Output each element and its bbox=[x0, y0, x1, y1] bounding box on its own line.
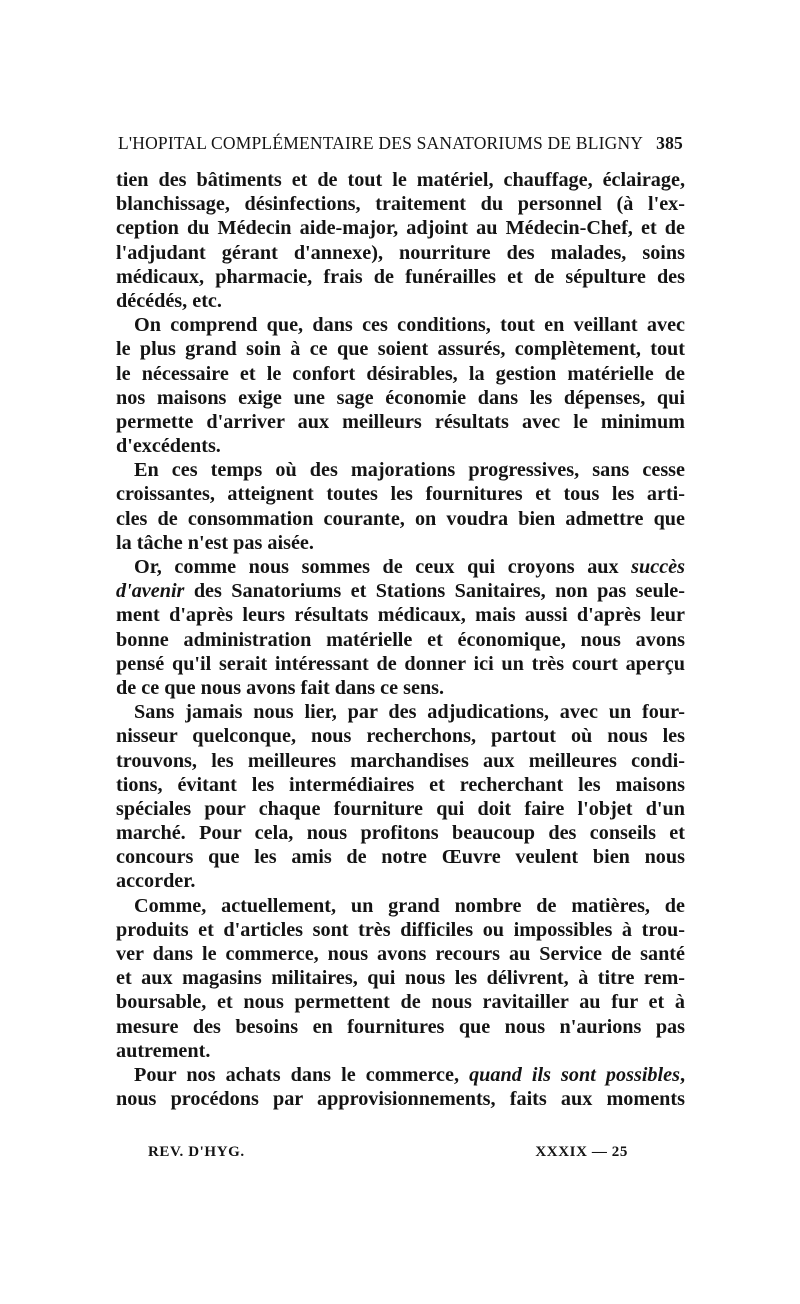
text-line bbox=[116, 386, 685, 410]
line-text: tien des bâtiments et de tout le matériel, chauffage, éclairage, bbox=[116, 169, 685, 191]
line-text: , bbox=[679, 1063, 686, 1086]
line-text: autrement. bbox=[116, 1039, 211, 1062]
running-title: L'HOPITAL COMPLÉMENTAIRE DES SANATORIUMS DE BLIGNY bbox=[118, 133, 644, 153]
text-line bbox=[116, 966, 685, 990]
italic-phrase: d'avenir bbox=[116, 580, 185, 603]
text-line bbox=[116, 531, 685, 555]
text-line bbox=[116, 845, 685, 869]
line-text: cles de consommation courante, on voudra bien admettre que bbox=[116, 507, 685, 530]
text-line bbox=[116, 168, 685, 192]
line-text: mesure des besoins en fournitures que nous n'aurions pas bbox=[116, 1015, 685, 1038]
line-text: le plus grand soin à ce que soient assurés, complètement, tout bbox=[116, 338, 685, 361]
line-text: Comme, actuellement, un grand nombre de matières, de bbox=[134, 894, 685, 917]
text-line bbox=[116, 555, 685, 579]
text-line bbox=[116, 628, 685, 652]
line-text: nous procédons par approvisionnements, faits aux moments bbox=[116, 1088, 685, 1111]
text-line bbox=[116, 749, 685, 773]
italic-phrase: quand ils sont possibles bbox=[469, 1063, 680, 1086]
text-line bbox=[116, 942, 685, 966]
line-text: d'excédents. bbox=[116, 435, 221, 458]
text-line bbox=[116, 337, 685, 361]
line-text: bonne administration matérielle et économique, nous avons bbox=[116, 628, 685, 651]
line-text: Pour nos achats dans le commerce, bbox=[134, 1063, 470, 1086]
text-line bbox=[116, 869, 685, 893]
line-text: Sans jamais nous lier, par des adjudications, avec un four- bbox=[134, 701, 685, 724]
text-line bbox=[116, 265, 685, 289]
line-text: En ces temps où des majorations progressives, sans cesse bbox=[134, 459, 685, 482]
line-text: décédés, etc. bbox=[116, 289, 222, 312]
text-line bbox=[116, 894, 685, 918]
text-line bbox=[116, 507, 685, 531]
text-line bbox=[116, 289, 685, 313]
line-text: de ce que nous avons fait dans ce sens. bbox=[116, 676, 445, 699]
text-line bbox=[116, 216, 685, 240]
text-line bbox=[116, 603, 685, 627]
line-text: boursable, et nous permettent de nous ravitailler au fur et à bbox=[116, 991, 685, 1014]
page-footer bbox=[148, 1144, 628, 1166]
text-line bbox=[116, 918, 685, 942]
text-line bbox=[116, 482, 685, 506]
line-text: permette d'arriver aux meilleurs résultats avec le minimum bbox=[116, 410, 685, 433]
text-line bbox=[116, 241, 685, 265]
text-line bbox=[116, 1039, 685, 1063]
line-text: accorder. bbox=[116, 870, 196, 893]
line-text: nos maisons exige une sage économie dans les dépenses, qui bbox=[116, 386, 685, 409]
line-text: pensé qu'il serait intéressant de donner ici un très court aperçu bbox=[116, 652, 685, 675]
line-text: Or, comme nous sommes de ceux qui croyons aux bbox=[134, 556, 632, 578]
italic-phrase: succès bbox=[631, 556, 685, 578]
text-line bbox=[116, 676, 685, 700]
line-text: l'adjudant gérant d'annexe), nourriture des malades, soins bbox=[116, 241, 685, 264]
line-text: spéciales pour chaque fourniture qui doit faire l'objet d'un bbox=[116, 797, 685, 820]
text-line bbox=[116, 821, 685, 845]
text-line bbox=[116, 797, 685, 821]
line-text: médicaux, pharmacie, frais de funérailles et de sépulture des bbox=[116, 265, 685, 288]
volume-signature: XXXIX — 25 bbox=[535, 1144, 628, 1160]
text-line bbox=[116, 410, 685, 434]
line-text: nisseur quelconque, nous recherchons, partout où nous les bbox=[116, 725, 685, 748]
text-line bbox=[116, 773, 685, 797]
line-text: ception du Médecin aide-major, adjoint au Médecin-Chef, et de bbox=[116, 217, 685, 240]
text-line bbox=[116, 1063, 685, 1087]
line-text: tions, évitant les intermédiaires et recherchant les maisons bbox=[116, 773, 685, 796]
text-line bbox=[116, 724, 685, 748]
line-text: croissantes, atteignent toutes les fournitures et tous les arti- bbox=[116, 483, 685, 506]
line-text: ver dans le commerce, nous avons recours au Service de santé bbox=[116, 943, 685, 965]
line-text: des Sanatoriums et Stations Sanitaires, non pas seule- bbox=[184, 580, 685, 603]
text-line bbox=[116, 458, 685, 482]
text-line bbox=[116, 652, 685, 676]
running-head bbox=[118, 133, 683, 159]
text-line bbox=[116, 192, 685, 216]
line-text: la tâche n'est pas aisée. bbox=[116, 531, 314, 554]
text-line bbox=[116, 313, 685, 337]
page-number: 385 bbox=[656, 133, 683, 153]
line-text: marché. Pour cela, nous profitons beaucoup des conseils et bbox=[116, 822, 685, 845]
text-line bbox=[116, 700, 685, 724]
line-text: trouvons, les meilleures marchandises aux meilleures condi- bbox=[116, 749, 685, 772]
line-text: produits et d'articles sont très difficiles ou impossibles à trou- bbox=[116, 918, 685, 941]
line-text: blanchissage, désinfections, traitement du personnel (à l'ex- bbox=[116, 193, 685, 216]
line-text: le nécessaire et le confort désirables, la gestion matérielle de bbox=[116, 362, 685, 385]
text-line bbox=[116, 990, 685, 1014]
text-line bbox=[116, 362, 685, 386]
body-text bbox=[116, 168, 685, 1111]
line-text: et aux magasins militaires, qui nous les délivrent, à titre rem- bbox=[116, 967, 685, 990]
text-line bbox=[116, 579, 685, 603]
text-line bbox=[116, 1087, 685, 1111]
text-line bbox=[116, 1015, 685, 1039]
journal-signature: REV. D'HYG. bbox=[148, 1144, 245, 1160]
text-line bbox=[116, 434, 685, 458]
line-text: ment d'après leurs résultats médicaux, mais aussi d'après leur bbox=[116, 604, 685, 627]
line-text: On comprend que, dans ces conditions, tout en veillant avec bbox=[134, 314, 685, 337]
line-text: concours que les amis de notre Œuvre veulent bien nous bbox=[116, 846, 685, 869]
